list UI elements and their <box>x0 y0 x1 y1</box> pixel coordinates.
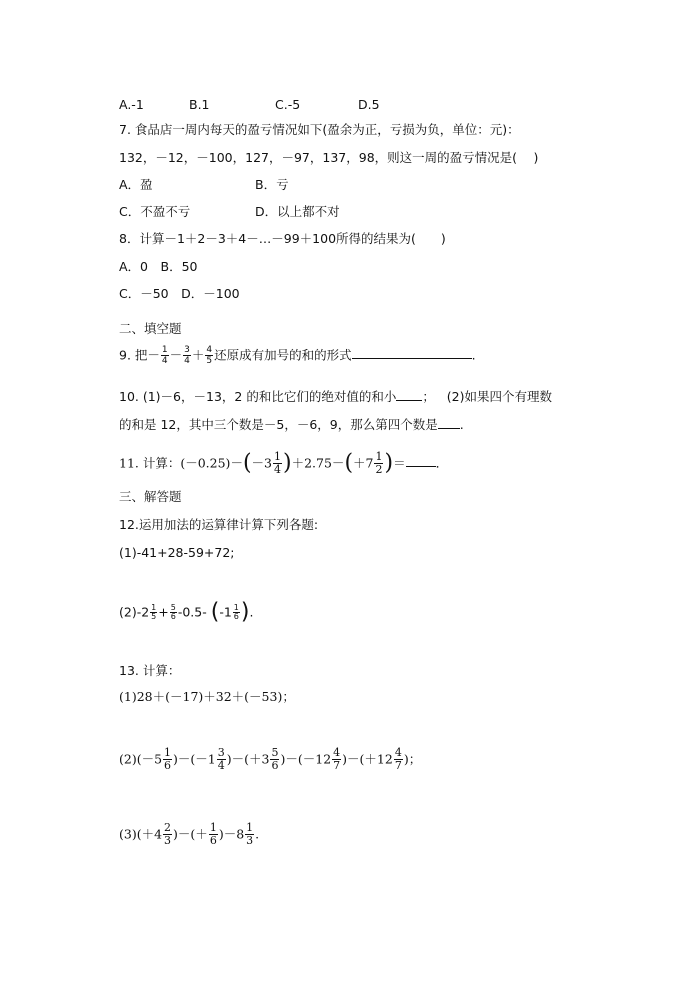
q7-option-a: A．盈 <box>119 177 153 192</box>
section-solve-title: 三、解答题 <box>119 489 182 504</box>
q9-prefix: 9. 把－ <box>119 347 160 363</box>
q13-part1: (1)28＋(－17)＋32＋(－53)； <box>119 689 295 704</box>
q13-stem: 13. 计算： <box>119 663 181 678</box>
q10-line2: 的和是 12，其中三个数是－5，－6，9，那么第四个数是 . <box>119 417 464 432</box>
q9-answer-blank <box>352 346 472 359</box>
q8-stem: 8．计算－1＋2－3＋4－…－99＋100所得的结果为( ) <box>119 231 446 246</box>
q6-option-b: B.1 <box>189 97 210 112</box>
q10-line1: 10. (1)－6，－13，2 的和比它们的绝对值的和小 ； (2)如果四个有理数 <box>119 389 553 404</box>
q10-blank-2 <box>438 416 460 429</box>
q11-fraction-1: $\frac{1}{4}$ <box>274 450 281 476</box>
q9-fraction-2: $\frac{3}{4}$ <box>184 345 190 366</box>
q8-options-cd: C．－50 D．－100 <box>119 286 240 301</box>
q6-option-d: D.5 <box>358 97 380 112</box>
q7-stem-line2: 132，－12，－100，127，－97，137，98，则这一周的盈亏情况是( ) <box>119 150 539 165</box>
q9-question: 9. 把－ $\frac{1}{4}$ － $\frac{3}{4}$ ＋ $\frac{4}{5}$ 还原成有加号的和的形式 . <box>119 345 476 366</box>
q9-text: 还原成有加号的和的形式 <box>214 347 352 363</box>
q9-fraction-3: $\frac{4}{5}$ <box>206 345 213 366</box>
q7-stem-line1: 7. 食品店一周内每天的盈亏情况如下(盈余为正，亏损为负，单位：元)： <box>119 122 520 137</box>
q6-option-a: A.-1 <box>119 97 144 112</box>
q7-option-c: C．不盈不亏 <box>119 204 191 219</box>
q12-part1: (1)-41+28-59+72; <box>119 545 235 560</box>
q13-part3: (3)(＋4 $\frac{2}{3}$ )－(＋ $\frac{1}{6}$ )－8 $\frac{1}{3}$ . <box>119 821 260 847</box>
q7-option-b: B．亏 <box>255 177 289 192</box>
q7-option-d: D．以上都不对 <box>255 204 340 219</box>
q11-fraction-2: $\frac{1}{2}$ <box>375 450 383 476</box>
q12-part2: (2)-2 $\frac{1}{5}$ + $\frac{5}{6}$ -0.5- (-1 $\frac{1}{6}$ ). <box>119 599 254 625</box>
q13-part2: (2)(－5 $\frac{1}{6}$ )－(－1 $\frac{3}{4}$ )－(＋3 $\frac{5}{6}$ )－(－12 $\frac{4}{7}$ )－(＋12 $\frac{4}{7}$ )； <box>119 746 422 772</box>
q11-answer-blank <box>406 454 436 467</box>
q9-fraction-1: $\frac{1}{4}$ <box>161 345 168 366</box>
q8-options-ab: A．0 B．50 <box>119 259 198 274</box>
q6-option-c: C.-5 <box>275 97 301 112</box>
q12-stem: 12.运用加法的运算律计算下列各题: <box>119 517 319 532</box>
q11-question: 11. 计算：(－0.25)－(－3 $\frac{1}{4}$ )＋2.75－(＋7 $\frac{1}{2}$ )＝ ． <box>119 450 449 476</box>
q10-blank-1 <box>396 388 422 401</box>
section-fill-in-title: 二、填空题 <box>119 321 182 336</box>
